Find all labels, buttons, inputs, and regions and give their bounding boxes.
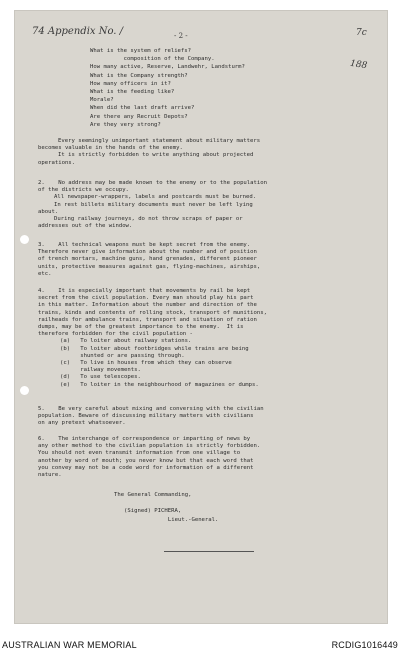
para4-line: trains, kinds and contents of rolling stock, transport of munitions,: [38, 309, 268, 316]
para2-line: addresses out of the window.: [38, 223, 133, 230]
para4-line: railway movements.: [60, 367, 141, 374]
record-id: RCDIG1016449: [331, 640, 398, 650]
corner-annotation: 7c: [356, 28, 367, 38]
questions-line: How many active, Reserve, Landwehr, Landsturm?: [90, 64, 245, 71]
para2-line: about.: [38, 208, 59, 215]
signature-line: Lieut.-General.: [114, 516, 219, 523]
para4-line: 4. It is especially important that movements by rail be kept: [38, 288, 251, 294]
questions-line: When did the last draft arrive?: [90, 105, 195, 112]
para6-line: nature.: [38, 472, 62, 478]
para4-line: dumps, may be of the greatest importance to the enemy. It is: [38, 324, 244, 330]
para6-line: 6. The interchange of correspondence or imparting of news by: [38, 436, 251, 442]
institution-credit: AUSTRALIAN WAR MEMORIAL: [2, 640, 137, 650]
document-page: [14, 10, 388, 624]
para4-line: secret from the civil population. Every man should play his part: [38, 295, 254, 302]
para3-line: of trench mortars, machine guns, hand grenades, different pioneer: [38, 256, 257, 263]
intro-line: operations.: [38, 159, 76, 166]
questions-line: What is the feeding like?: [90, 89, 175, 95]
para5-line: on any pretext whatsoever.: [38, 420, 126, 427]
para4-line: (d) To use telescopes.: [60, 374, 141, 381]
para5-line: 5. Be very careful about mixing and conversing with the civilian: [38, 406, 264, 412]
para3-line: etc.: [38, 270, 52, 277]
questions-line: composition of the Company.: [90, 56, 215, 63]
para4-line: shunted or are passing through.: [60, 352, 185, 359]
punch-hole-top: [20, 235, 29, 244]
para2-line: All newspaper-wrappers, labels and postcards must be burned.: [54, 194, 257, 201]
para2-line: 2. No address may be made known to the enemy or to the population: [38, 180, 268, 186]
archive-reference: 188: [349, 58, 368, 72]
para6-line: You should not even transmit information from one village to: [38, 450, 241, 457]
questions-line: Morale?: [90, 97, 114, 104]
appendix-annotation: 74 Appendix No. /: [32, 26, 124, 37]
para2-line: In rest billets military documents must never be left lying: [54, 201, 253, 208]
para4-line: therefore forbidden for the civil population -: [38, 331, 193, 338]
questions-line: How many officers in it?: [90, 80, 171, 87]
para4-line: railheads for ambulance trains, transport and situation of ration: [38, 316, 257, 323]
para4-line: in this matter. Information about the number and direction of the: [38, 302, 257, 309]
para3-line: 3. All technical weapons must be kept secret from the enemy.: [38, 242, 251, 248]
para2-line: of the districts we occupy.: [38, 187, 129, 194]
page-number: - 2 -: [174, 32, 188, 40]
intro-line: becomes valuable in the hands of the enemy.: [38, 145, 183, 152]
signature-rule: [164, 551, 254, 552]
para6-line: another by word of mouth; you never know but that each word that: [38, 457, 254, 464]
para3-line: units, protective measures against gas, flying-machines, airships,: [38, 263, 261, 270]
questions-line: Are there any Recruit Depots?: [90, 113, 188, 120]
para6-line: you convey may not be a code word for information of a different: [38, 464, 254, 471]
questions-line: What is the system of reliefs?: [90, 48, 192, 54]
intro-line: It is strictly forbidden to write anything about projected: [58, 152, 254, 159]
questions-line: What is the Company strength?: [90, 72, 188, 79]
intro-line: Every seemingly unimportant statement about military matters: [58, 138, 261, 144]
signature-line: (Signed) PICHERA,: [124, 508, 182, 515]
questions-line: Are they very strong?: [90, 121, 161, 128]
para4-line: (c) To live in houses from which they can observe: [60, 360, 232, 366]
para4-line: (e) To loiter in the neighbourhood of magazines or dumps.: [60, 381, 259, 388]
para4-line: (a) To loiter about railway stations.: [60, 338, 192, 345]
para2-line: During railway journeys, do not throw scraps of paper or: [54, 216, 243, 222]
punch-hole-bottom: [20, 386, 29, 395]
para5-line: population. Beware of discussing military matters with civilians: [38, 413, 254, 420]
para6-line: any other method to the civilian population is strictly forbidden.: [38, 443, 261, 450]
para4-line: (b) To loiter about footbridges while trains are being: [60, 345, 249, 352]
para3-line: Therefore never give information about the number and of position: [38, 249, 257, 256]
signature-line: The General Commanding,: [114, 492, 192, 498]
